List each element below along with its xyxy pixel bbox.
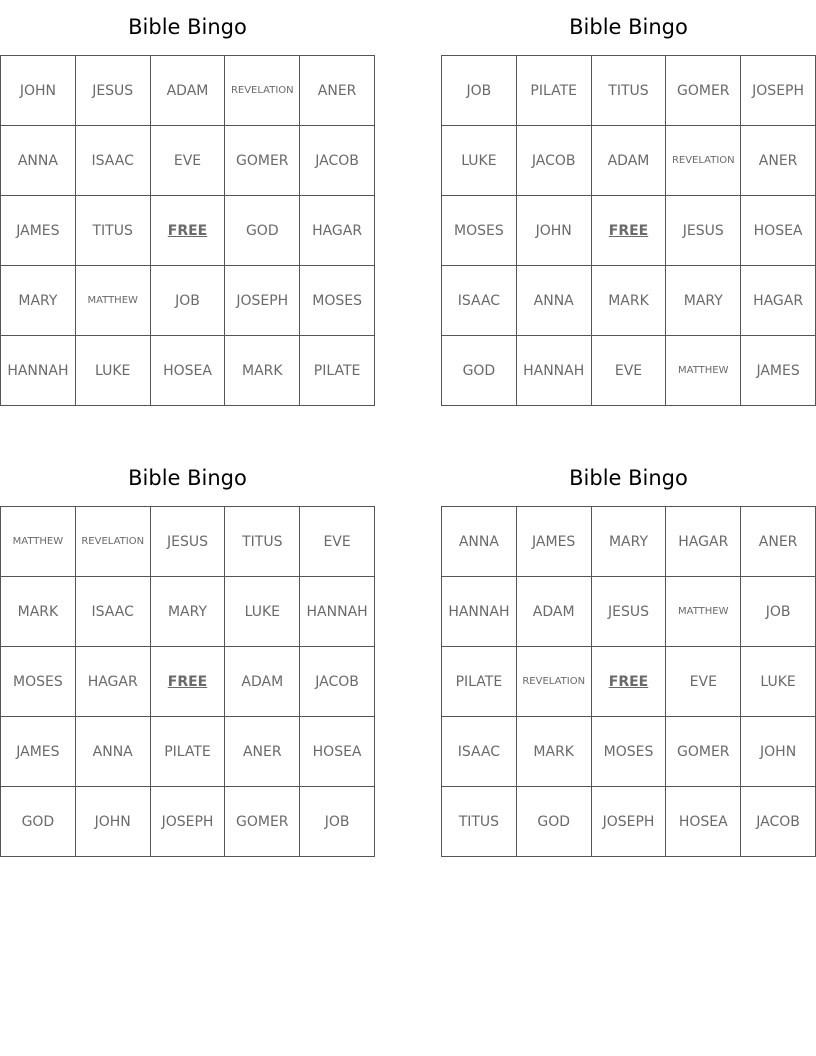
- bingo-cell: MOSES: [592, 717, 667, 787]
- bingo-cell: PILATE: [517, 56, 592, 126]
- bingo-cell: MOSES: [1, 647, 76, 717]
- bingo-cell: JAMES: [741, 336, 816, 406]
- bingo-cell: HANNAH: [300, 577, 375, 647]
- bingo-cell: HANNAH: [442, 577, 517, 647]
- bingo-cell: MARY: [666, 266, 741, 336]
- bingo-grid: [0, 506, 375, 857]
- bingo-cell: JOHN: [517, 196, 592, 266]
- bingo-cell: HAGAR: [300, 196, 375, 266]
- bingo-cell: GOMER: [666, 56, 741, 126]
- bingo-cell: REVELATION: [225, 56, 300, 126]
- bingo-cell: JACOB: [300, 126, 375, 196]
- bingo-cell: HAGAR: [666, 507, 741, 577]
- bingo-cell: HAGAR: [741, 266, 816, 336]
- bingo-cell: ANNA: [1, 126, 76, 196]
- bingo-cell: JOSEPH: [225, 266, 300, 336]
- bingo-cell: GOD: [225, 196, 300, 266]
- bingo-grid: [441, 506, 816, 857]
- bingo-cell: MOSES: [442, 196, 517, 266]
- bingo-grid: [441, 55, 816, 406]
- bingo-cell: MATTHEW: [76, 266, 151, 336]
- bingo-cell: JAMES: [517, 507, 592, 577]
- bingo-cell: LUKE: [741, 647, 816, 717]
- bingo-cell: MARK: [592, 266, 667, 336]
- bingo-cell: PILATE: [300, 336, 375, 406]
- bingo-cell: LUKE: [76, 336, 151, 406]
- bingo-cell: GOD: [1, 787, 76, 857]
- card-title: Bible Bingo: [128, 15, 247, 39]
- bingo-cell: JOB: [442, 56, 517, 126]
- bingo-cell: ANNA: [517, 266, 592, 336]
- bingo-cell: JESUS: [666, 196, 741, 266]
- bingo-cell: PILATE: [442, 647, 517, 717]
- bingo-cell: EVE: [300, 507, 375, 577]
- bingo-cell: ADAM: [225, 647, 300, 717]
- bingo-cell: HOSEA: [151, 336, 226, 406]
- bingo-cell: ISAAC: [442, 266, 517, 336]
- bingo-cell: TITUS: [225, 507, 300, 577]
- bingo-cell: GOD: [517, 787, 592, 857]
- bingo-cell: MATTHEW: [666, 336, 741, 406]
- bingo-cell: JACOB: [300, 647, 375, 717]
- bingo-card-1: [0, 0, 375, 406]
- bingo-cell: LUKE: [442, 126, 517, 196]
- bingo-cell: JACOB: [741, 787, 816, 857]
- card-title: Bible Bingo: [569, 466, 688, 490]
- bingo-cell: MATTHEW: [666, 577, 741, 647]
- bingo-cell: REVELATION: [666, 126, 741, 196]
- bingo-cell: ISAAC: [76, 577, 151, 647]
- bingo-cell: EVE: [151, 126, 226, 196]
- bingo-cell: REVELATION: [517, 647, 592, 717]
- bingo-cell: HANNAH: [517, 336, 592, 406]
- bingo-cell: ADAM: [517, 577, 592, 647]
- card-title: Bible Bingo: [569, 15, 688, 39]
- free-space-cell: FREE: [592, 196, 667, 266]
- bingo-cell: JAMES: [1, 717, 76, 787]
- bingo-cell: PILATE: [151, 717, 226, 787]
- bingo-cell: JAMES: [1, 196, 76, 266]
- bingo-cell: LUKE: [225, 577, 300, 647]
- bingo-cell: MOSES: [300, 266, 375, 336]
- bingo-cell: ANER: [300, 56, 375, 126]
- bingo-cell: JACOB: [517, 126, 592, 196]
- bingo-cell: MATTHEW: [1, 507, 76, 577]
- bingo-cell: GOMER: [225, 787, 300, 857]
- bingo-cell: EVE: [666, 647, 741, 717]
- bingo-cell: HOSEA: [300, 717, 375, 787]
- bingo-cell: GOMER: [225, 126, 300, 196]
- bingo-cell: MARY: [1, 266, 76, 336]
- bingo-cell: JOB: [300, 787, 375, 857]
- bingo-cell: ANNA: [76, 717, 151, 787]
- bingo-cell: EVE: [592, 336, 667, 406]
- bingo-cell: HAGAR: [76, 647, 151, 717]
- bingo-cell: JOHN: [76, 787, 151, 857]
- bingo-cell: ADAM: [151, 56, 226, 126]
- bingo-cell: MARK: [1, 577, 76, 647]
- free-space-cell: FREE: [151, 647, 226, 717]
- bingo-cell: JOB: [151, 266, 226, 336]
- bingo-cell: HOSEA: [666, 787, 741, 857]
- bingo-cell: JESUS: [151, 507, 226, 577]
- bingo-cell: JESUS: [592, 577, 667, 647]
- bingo-cell: MARY: [592, 507, 667, 577]
- bingo-cell: ANER: [225, 717, 300, 787]
- bingo-cell: ANER: [741, 507, 816, 577]
- bingo-cell: JOSEPH: [592, 787, 667, 857]
- bingo-card-3: [0, 451, 375, 857]
- bingo-cell: JOHN: [741, 717, 816, 787]
- bingo-cell: REVELATION: [76, 507, 151, 577]
- free-space-cell: FREE: [151, 196, 226, 266]
- bingo-cell: MARY: [151, 577, 226, 647]
- bingo-cell: JOSEPH: [151, 787, 226, 857]
- bingo-cell: ISAAC: [76, 126, 151, 196]
- free-space-cell: FREE: [592, 647, 667, 717]
- bingo-cell: ANER: [741, 126, 816, 196]
- bingo-cell: GOMER: [666, 717, 741, 787]
- bingo-cell: HANNAH: [1, 336, 76, 406]
- bingo-cell: JOB: [741, 577, 816, 647]
- card-title: Bible Bingo: [128, 466, 247, 490]
- bingo-cell: TITUS: [592, 56, 667, 126]
- bingo-cell: GOD: [442, 336, 517, 406]
- bingo-cell: JOSEPH: [741, 56, 816, 126]
- bingo-card-4: [441, 451, 816, 857]
- bingo-cell: TITUS: [76, 196, 151, 266]
- bingo-cell: ANNA: [442, 507, 517, 577]
- bingo-cell: TITUS: [442, 787, 517, 857]
- bingo-cell: MARK: [225, 336, 300, 406]
- bingo-cell: ADAM: [592, 126, 667, 196]
- bingo-cell: JESUS: [76, 56, 151, 126]
- bingo-card-2: [441, 0, 816, 406]
- bingo-cell: MARK: [517, 717, 592, 787]
- bingo-cell: ISAAC: [442, 717, 517, 787]
- bingo-cell: JOHN: [1, 56, 76, 126]
- bingo-cell: HOSEA: [741, 196, 816, 266]
- bingo-grid: [0, 55, 375, 406]
